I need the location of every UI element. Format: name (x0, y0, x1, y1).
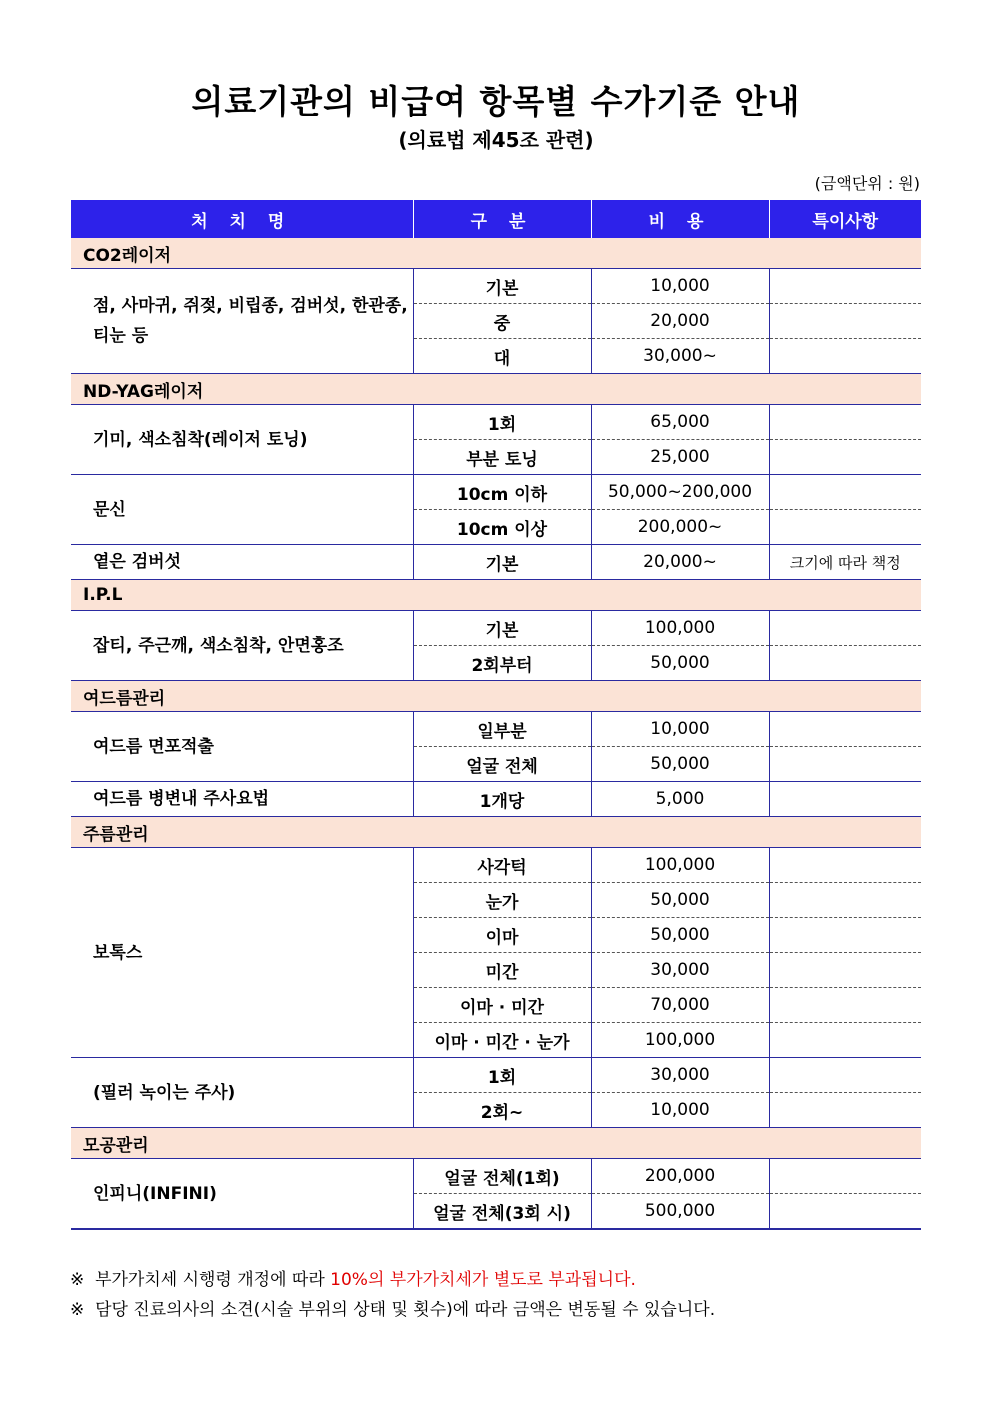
cost-cell: 100,000 (591, 1023, 769, 1058)
table-row (71, 848, 921, 883)
treatment-name: (필러 녹이는 주사) (71, 1058, 413, 1128)
table-row (71, 1159, 921, 1194)
sub-cell: 1회 (413, 405, 591, 440)
cost-cell: 50,000 (591, 747, 769, 782)
table-row (71, 611, 921, 646)
treatment-name: 여드름 면포적출 (71, 712, 413, 782)
cost-cell: 500,000 (591, 1194, 769, 1230)
sub-cell: 얼굴 전체(3회 시) (413, 1194, 591, 1230)
category-label: ND-YAG레이저 (71, 374, 921, 405)
table-row (71, 269, 921, 304)
header-category: 구 분 (413, 200, 591, 238)
cost-cell: 200,000 (591, 1159, 769, 1194)
note-cell (769, 1093, 921, 1128)
treatment-name: 점, 사마귀, 쥐젖, 비립종, 검버섯, 한관종, 티눈 등 (71, 269, 413, 374)
cost-cell: 65,000 (591, 405, 769, 440)
note-cell (769, 269, 921, 304)
cost-cell: 10,000 (591, 712, 769, 747)
footnote-variation (70, 1295, 715, 1325)
table-row (71, 405, 921, 440)
sub-cell: 2회~ (413, 1093, 591, 1128)
category-label: I.P.L (71, 580, 921, 611)
note-cell (769, 747, 921, 782)
note-cell (769, 1023, 921, 1058)
note-cell (769, 611, 921, 646)
category-label: CO2레이저 (71, 238, 921, 269)
treatment-name: 잡티, 주근깨, 색소침착, 안면홍조 (71, 611, 413, 681)
footnotes (70, 1265, 715, 1325)
reference-mark: ※ (70, 1270, 85, 1290)
note-cell (769, 1194, 921, 1230)
cost-cell: 30,000 (591, 953, 769, 988)
cost-cell: 25,000 (591, 440, 769, 475)
sub-cell: 미간 (413, 953, 591, 988)
footnote-vat (70, 1265, 715, 1295)
category-row-ipl (71, 580, 921, 611)
note-cell (769, 918, 921, 953)
cost-cell: 50,000~200,000 (591, 475, 769, 510)
table-row (71, 1058, 921, 1093)
table-row (71, 545, 921, 580)
header-treatment: 처 치 명 (71, 200, 413, 238)
cost-cell: 20,000~ (591, 545, 769, 580)
note-cell (769, 304, 921, 339)
note-cell: 크기에 따라 책정 (769, 545, 921, 580)
unit-note: (금액단위 : 원) (814, 174, 920, 193)
reference-mark: ※ (70, 1300, 85, 1320)
sub-cell: 얼굴 전체(1회) (413, 1159, 591, 1194)
cost-cell: 200,000~ (591, 510, 769, 545)
footnote-text: 부가가치세 시행령 개정에 따라 (95, 1270, 325, 1290)
treatment-name: 문신 (71, 475, 413, 545)
category-label: 여드름관리 (71, 681, 921, 712)
sub-cell: 이마 (413, 918, 591, 953)
footnote-highlight: 10%의 부가가치세가 별도로 부과됩니다. (330, 1270, 636, 1290)
treatment-name: 옅은 검버섯 (71, 545, 413, 580)
category-row-acne (71, 681, 921, 712)
cost-cell: 100,000 (591, 611, 769, 646)
treatment-name: 여드름 병변내 주사요법 (71, 782, 413, 817)
table-row (71, 712, 921, 747)
note-cell (769, 988, 921, 1023)
cost-cell: 30,000~ (591, 339, 769, 374)
table-row (71, 782, 921, 817)
cost-cell: 50,000 (591, 646, 769, 681)
sub-cell: 대 (413, 339, 591, 374)
note-cell (769, 1058, 921, 1093)
cost-cell: 70,000 (591, 988, 769, 1023)
note-cell (769, 712, 921, 747)
treatment-name: 기미, 색소침착(레이저 토닝) (71, 405, 413, 475)
cost-cell: 50,000 (591, 883, 769, 918)
category-row-co2 (71, 238, 921, 269)
note-cell (769, 339, 921, 374)
note-cell (769, 848, 921, 883)
cost-cell: 10,000 (591, 269, 769, 304)
sub-cell: 눈가 (413, 883, 591, 918)
note-cell (769, 1159, 921, 1194)
sub-cell: 기본 (413, 269, 591, 304)
note-cell (769, 405, 921, 440)
note-cell (769, 475, 921, 510)
category-label: 주름관리 (71, 817, 921, 848)
category-row-wrinkle (71, 817, 921, 848)
treatment-name: 보톡스 (71, 848, 413, 1058)
sub-cell: 10cm 이상 (413, 510, 591, 545)
note-cell (769, 953, 921, 988)
category-row-ndyag (71, 374, 921, 405)
treatment-name: 인피니(INFINI) (71, 1159, 413, 1230)
sub-cell: 중 (413, 304, 591, 339)
sub-cell: 이마 · 미간 · 눈가 (413, 1023, 591, 1058)
category-row-pore (71, 1128, 921, 1159)
cost-cell: 20,000 (591, 304, 769, 339)
category-label: 모공관리 (71, 1128, 921, 1159)
fee-table (71, 200, 921, 1230)
sub-cell: 2회부터 (413, 646, 591, 681)
sub-cell: 이마 · 미간 (413, 988, 591, 1023)
header-note: 특이사항 (769, 200, 921, 238)
cost-cell: 5,000 (591, 782, 769, 817)
cost-cell: 100,000 (591, 848, 769, 883)
page-title: 의료기관의 비급여 항목별 수가기준 안내 (191, 82, 801, 121)
table-header-row (71, 200, 921, 238)
cost-cell: 50,000 (591, 918, 769, 953)
sub-cell: 부분 토닝 (413, 440, 591, 475)
sub-cell: 1회 (413, 1058, 591, 1093)
note-cell (769, 440, 921, 475)
cost-cell: 30,000 (591, 1058, 769, 1093)
note-cell (769, 883, 921, 918)
page-subtitle: (의료법 제45조 관련) (398, 128, 594, 152)
sub-cell: 일부분 (413, 712, 591, 747)
note-cell (769, 646, 921, 681)
sub-cell: 10cm 이하 (413, 475, 591, 510)
sub-cell: 사각턱 (413, 848, 591, 883)
cost-cell: 10,000 (591, 1093, 769, 1128)
sub-cell: 기본 (413, 611, 591, 646)
sub-cell: 1개당 (413, 782, 591, 817)
sub-cell: 기본 (413, 545, 591, 580)
table-row (71, 475, 921, 510)
note-cell (769, 782, 921, 817)
footnote-text: 담당 진료의사의 소견(시술 부위의 상태 및 횟수)에 따라 금액은 변동될 수 있습니다. (95, 1300, 716, 1320)
note-cell (769, 510, 921, 545)
header-cost: 비 용 (591, 200, 769, 238)
sub-cell: 얼굴 전체 (413, 747, 591, 782)
